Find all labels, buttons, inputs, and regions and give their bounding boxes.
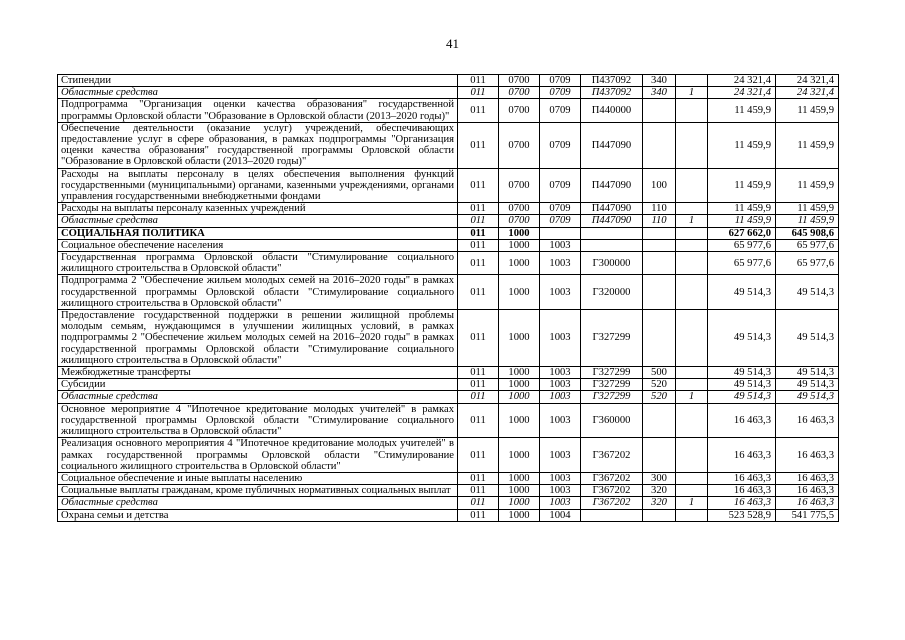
expense-type-cell (643, 275, 676, 310)
item-name-cell: Реализация основного мероприятия 4 "Ипотечное кредитование молодых учителей" в рамках государственной программы Орловской области "Стимулирование социального жилищного строительства в Орловской области" (58, 438, 458, 473)
target-article-cell: П447090 (581, 215, 643, 227)
table-row (58, 239, 839, 251)
item-name-cell: Социальное обеспечение населения (58, 239, 458, 251)
table-row (58, 472, 839, 484)
section-code-cell: 1000 (499, 391, 540, 403)
table-row (58, 403, 839, 438)
target-article-cell: Г367202 (581, 485, 643, 497)
amount-year-2-cell: 65 977,6 (776, 239, 839, 251)
expense-type-cell: 520 (643, 379, 676, 391)
funding-source-cell (676, 252, 708, 275)
expense-type-cell: 340 (643, 87, 676, 99)
table-row (58, 203, 839, 215)
item-name-cell: Областные средства (58, 497, 458, 509)
expense-type-cell (643, 509, 676, 521)
expense-type-cell (643, 403, 676, 438)
section-code-cell: 0700 (499, 203, 540, 215)
target-article-cell (581, 509, 643, 521)
section-code-cell: 0700 (499, 87, 540, 99)
amount-year-1-cell: 49 514,3 (708, 275, 776, 310)
funding-source-cell (676, 168, 708, 203)
funding-source-cell: 1 (676, 497, 708, 509)
subsection-code-cell: 1003 (540, 367, 581, 379)
ministry-code-cell: 011 (458, 403, 499, 438)
subsection-code-cell: 1003 (540, 438, 581, 473)
amount-year-2-cell: 11 459,9 (776, 122, 839, 168)
amount-year-1-cell: 16 463,3 (708, 438, 776, 473)
item-name-cell: Расходы на выплаты персоналу казенных учреждений (58, 203, 458, 215)
ministry-code-cell: 011 (458, 438, 499, 473)
subsection-code-cell: 0709 (540, 215, 581, 227)
target-article-cell: Г320000 (581, 275, 643, 310)
amount-year-2-cell: 65 977,6 (776, 252, 839, 275)
amount-year-1-cell: 627 662,0 (708, 227, 776, 239)
section-code-cell: 1000 (499, 485, 540, 497)
funding-source-cell (676, 203, 708, 215)
expense-type-cell: 110 (643, 203, 676, 215)
table-body (58, 75, 839, 522)
target-article-cell: П447090 (581, 203, 643, 215)
funding-source-cell (676, 403, 708, 438)
subsection-code-cell: 1003 (540, 252, 581, 275)
ministry-code-cell: 011 (458, 275, 499, 310)
ministry-code-cell: 011 (458, 497, 499, 509)
ministry-code-cell: 011 (458, 509, 499, 521)
ministry-code-cell: 011 (458, 391, 499, 403)
target-article-cell: Г300000 (581, 252, 643, 275)
expense-type-cell: 110 (643, 215, 676, 227)
amount-year-1-cell: 16 463,3 (708, 403, 776, 438)
table-row (58, 252, 839, 275)
amount-year-2-cell: 541 775,5 (776, 509, 839, 521)
section-code-cell: 1000 (499, 252, 540, 275)
amount-year-1-cell: 11 459,9 (708, 122, 776, 168)
section-code-cell: 1000 (499, 403, 540, 438)
budget-table (57, 74, 839, 522)
section-code-cell: 0700 (499, 75, 540, 87)
subsection-code-cell: 0709 (540, 168, 581, 203)
amount-year-2-cell: 49 514,3 (776, 379, 839, 391)
section-code-cell: 1000 (499, 509, 540, 521)
funding-source-cell (676, 438, 708, 473)
ministry-code-cell: 011 (458, 122, 499, 168)
subsection-code-cell: 1003 (540, 379, 581, 391)
ministry-code-cell: 011 (458, 75, 499, 87)
amount-year-2-cell: 16 463,3 (776, 497, 839, 509)
target-article-cell: Г327299 (581, 367, 643, 379)
ministry-code-cell: 011 (458, 310, 499, 367)
funding-source-cell (676, 239, 708, 251)
amount-year-1-cell: 49 514,3 (708, 310, 776, 367)
section-code-cell: 1000 (499, 438, 540, 473)
funding-source-cell (676, 99, 708, 122)
subsection-code-cell: 1003 (540, 275, 581, 310)
target-article-cell: П437092 (581, 87, 643, 99)
ministry-code-cell: 011 (458, 472, 499, 484)
target-article-cell: П440000 (581, 99, 643, 122)
amount-year-2-cell: 16 463,3 (776, 438, 839, 473)
target-article-cell: Г367202 (581, 497, 643, 509)
funding-source-cell (676, 472, 708, 484)
amount-year-1-cell: 49 514,3 (708, 367, 776, 379)
expense-type-cell: 500 (643, 367, 676, 379)
table-row (58, 99, 839, 122)
funding-source-cell: 1 (676, 391, 708, 403)
funding-source-cell (676, 367, 708, 379)
target-article-cell: П437092 (581, 75, 643, 87)
expense-type-cell (643, 122, 676, 168)
amount-year-1-cell: 16 463,3 (708, 485, 776, 497)
subsection-code-cell: 1003 (540, 239, 581, 251)
ministry-code-cell: 011 (458, 87, 499, 99)
funding-source-cell: 1 (676, 215, 708, 227)
amount-year-1-cell: 49 514,3 (708, 379, 776, 391)
section-code-cell: 0700 (499, 168, 540, 203)
ministry-code-cell: 011 (458, 252, 499, 275)
section-code-cell: 0700 (499, 99, 540, 122)
ministry-code-cell: 011 (458, 99, 499, 122)
section-code-cell: 1000 (499, 472, 540, 484)
item-name-cell: Областные средства (58, 391, 458, 403)
item-name-cell: Подпрограмма "Организация оценки качества образования" государственной программы Орловской области "Образование в Орловской области (2013–2020 годы)" (58, 99, 458, 122)
target-article-cell: Г327299 (581, 391, 643, 403)
amount-year-2-cell: 11 459,9 (776, 99, 839, 122)
item-name-cell: Межбюджетные трансферты (58, 367, 458, 379)
subsection-code-cell: 1003 (540, 391, 581, 403)
funding-source-cell (676, 227, 708, 239)
target-article-cell: Г367202 (581, 472, 643, 484)
item-name-cell: Охрана семьи и детства (58, 509, 458, 521)
amount-year-1-cell: 11 459,9 (708, 203, 776, 215)
table-row (58, 391, 839, 403)
expense-type-cell: 320 (643, 485, 676, 497)
amount-year-1-cell: 65 977,6 (708, 252, 776, 275)
table-row (58, 509, 839, 521)
table-row (58, 438, 839, 473)
expense-type-cell (643, 252, 676, 275)
subsection-code-cell: 1004 (540, 509, 581, 521)
expense-type-cell: 300 (643, 472, 676, 484)
amount-year-1-cell: 11 459,9 (708, 99, 776, 122)
expense-type-cell: 340 (643, 75, 676, 87)
amount-year-2-cell: 11 459,9 (776, 168, 839, 203)
ministry-code-cell: 011 (458, 227, 499, 239)
expense-type-cell (643, 239, 676, 251)
subsection-code-cell (540, 227, 581, 239)
section-code-cell: 1000 (499, 239, 540, 251)
item-name-cell: Расходы на выплаты персоналу в целях обеспечения выполнения функций государственными (муниципальными) органами, казенными учреждениями, органами управления государственными внебюджетными фондами (58, 168, 458, 203)
section-code-cell: 0700 (499, 122, 540, 168)
target-article-cell (581, 239, 643, 251)
item-name-cell: Предоставление государственной поддержки в решении жилищной проблемы молодым семьям, нуждающимся в улучшении жилищных условий, в рамках подпрограммы 2 "Обеспечение жильем молодых семей на 2016–2020 годы" в рамках государственной программы Орловской области "Стимулирование социального жилищного строительства в Орловской области" (58, 310, 458, 367)
table-row (58, 367, 839, 379)
table-row (58, 310, 839, 367)
table-row (58, 227, 839, 239)
amount-year-2-cell: 49 514,3 (776, 391, 839, 403)
funding-source-cell: 1 (676, 87, 708, 99)
item-name-cell: Стипендии (58, 75, 458, 87)
subsection-code-cell: 0709 (540, 87, 581, 99)
target-article-cell (581, 227, 643, 239)
target-article-cell: Г327299 (581, 379, 643, 391)
ministry-code-cell: 011 (458, 367, 499, 379)
section-code-cell: 1000 (499, 379, 540, 391)
target-article-cell: Г360000 (581, 403, 643, 438)
subsection-code-cell: 0709 (540, 203, 581, 215)
item-name-cell: Субсидии (58, 379, 458, 391)
expense-type-cell (643, 310, 676, 367)
expense-type-cell (643, 227, 676, 239)
funding-source-cell (676, 509, 708, 521)
funding-source-cell (676, 485, 708, 497)
ministry-code-cell: 011 (458, 215, 499, 227)
amount-year-2-cell: 11 459,9 (776, 203, 839, 215)
item-name-cell: Подпрограмма 2 "Обеспечение жильем молодых семей на 2016–2020 годы" в рамках государственной программы Орловской области "Стимулирование социального жилищного строительства в Орловской области" (58, 275, 458, 310)
amount-year-1-cell: 523 528,9 (708, 509, 776, 521)
section-code-cell: 0700 (499, 215, 540, 227)
table-row (58, 87, 839, 99)
amount-year-2-cell: 49 514,3 (776, 367, 839, 379)
ministry-code-cell: 011 (458, 485, 499, 497)
funding-source-cell (676, 122, 708, 168)
section-code-cell: 1000 (499, 367, 540, 379)
item-name-cell: Основное мероприятие 4 "Ипотечное кредитование молодых учителей" в рамках государственной программы Орловской области "Стимулирование социального жилищного строительства в Орловской области" (58, 403, 458, 438)
table-row (58, 215, 839, 227)
amount-year-2-cell: 49 514,3 (776, 310, 839, 367)
target-article-cell: П447090 (581, 168, 643, 203)
table-row (58, 168, 839, 203)
amount-year-2-cell: 645 908,6 (776, 227, 839, 239)
table-row (58, 122, 839, 168)
expense-type-cell: 520 (643, 391, 676, 403)
subsection-code-cell: 1003 (540, 403, 581, 438)
subsection-code-cell: 0709 (540, 99, 581, 122)
amount-year-2-cell: 24 321,4 (776, 75, 839, 87)
amount-year-2-cell: 24 321,4 (776, 87, 839, 99)
section-code-cell: 1000 (499, 310, 540, 367)
table-row (58, 75, 839, 87)
amount-year-1-cell: 16 463,3 (708, 497, 776, 509)
amount-year-1-cell: 11 459,9 (708, 168, 776, 203)
target-article-cell: Г367202 (581, 438, 643, 473)
funding-source-cell (676, 310, 708, 367)
item-name-cell: Областные средства (58, 87, 458, 99)
amount-year-1-cell: 65 977,6 (708, 239, 776, 251)
item-name-cell: СОЦИАЛЬНАЯ ПОЛИТИКА (58, 227, 458, 239)
amount-year-1-cell: 24 321,4 (708, 87, 776, 99)
amount-year-2-cell: 11 459,9 (776, 215, 839, 227)
subsection-code-cell: 1003 (540, 485, 581, 497)
expense-type-cell: 100 (643, 168, 676, 203)
expense-type-cell: 320 (643, 497, 676, 509)
subsection-code-cell: 1003 (540, 497, 581, 509)
subsection-code-cell: 1003 (540, 310, 581, 367)
table-row (58, 497, 839, 509)
subsection-code-cell: 0709 (540, 122, 581, 168)
section-code-cell: 1000 (499, 227, 540, 239)
funding-source-cell (676, 275, 708, 310)
amount-year-2-cell: 16 463,3 (776, 485, 839, 497)
section-code-cell: 1000 (499, 275, 540, 310)
target-article-cell: П447090 (581, 122, 643, 168)
amount-year-1-cell: 49 514,3 (708, 391, 776, 403)
item-name-cell: Социальное обеспечение и иные выплаты населению (58, 472, 458, 484)
funding-source-cell (676, 379, 708, 391)
expense-type-cell (643, 99, 676, 122)
table-row (58, 275, 839, 310)
amount-year-2-cell: 49 514,3 (776, 275, 839, 310)
item-name-cell: Обеспечение деятельности (оказание услуг) учреждений, обеспечивающих предоставление услуг в сфере образования, в рамках подпрограммы "Организация оценки качества образования" государственной программы Орловской области "Образование в Орловской области (2013–2020 годы)" (58, 122, 458, 168)
item-name-cell: Областные средства (58, 215, 458, 227)
amount-year-2-cell: 16 463,3 (776, 403, 839, 438)
ministry-code-cell: 011 (458, 168, 499, 203)
ministry-code-cell: 011 (458, 203, 499, 215)
item-name-cell: Социальные выплаты гражданам, кроме публичных нормативных социальных выплат (58, 485, 458, 497)
section-code-cell: 1000 (499, 497, 540, 509)
expense-type-cell (643, 438, 676, 473)
amount-year-1-cell: 11 459,9 (708, 215, 776, 227)
subsection-code-cell: 0709 (540, 75, 581, 87)
ministry-code-cell: 011 (458, 379, 499, 391)
amount-year-1-cell: 16 463,3 (708, 472, 776, 484)
target-article-cell: Г327299 (581, 310, 643, 367)
funding-source-cell (676, 75, 708, 87)
item-name-cell: Государственная программа Орловской области "Стимулирование социального жилищного строительства в Орловской области" (58, 252, 458, 275)
subsection-code-cell: 1003 (540, 472, 581, 484)
ministry-code-cell: 011 (458, 239, 499, 251)
table-row (58, 485, 839, 497)
amount-year-1-cell: 24 321,4 (708, 75, 776, 87)
table-row (58, 379, 839, 391)
amount-year-2-cell: 16 463,3 (776, 472, 839, 484)
page-number: 41 (446, 36, 459, 51)
